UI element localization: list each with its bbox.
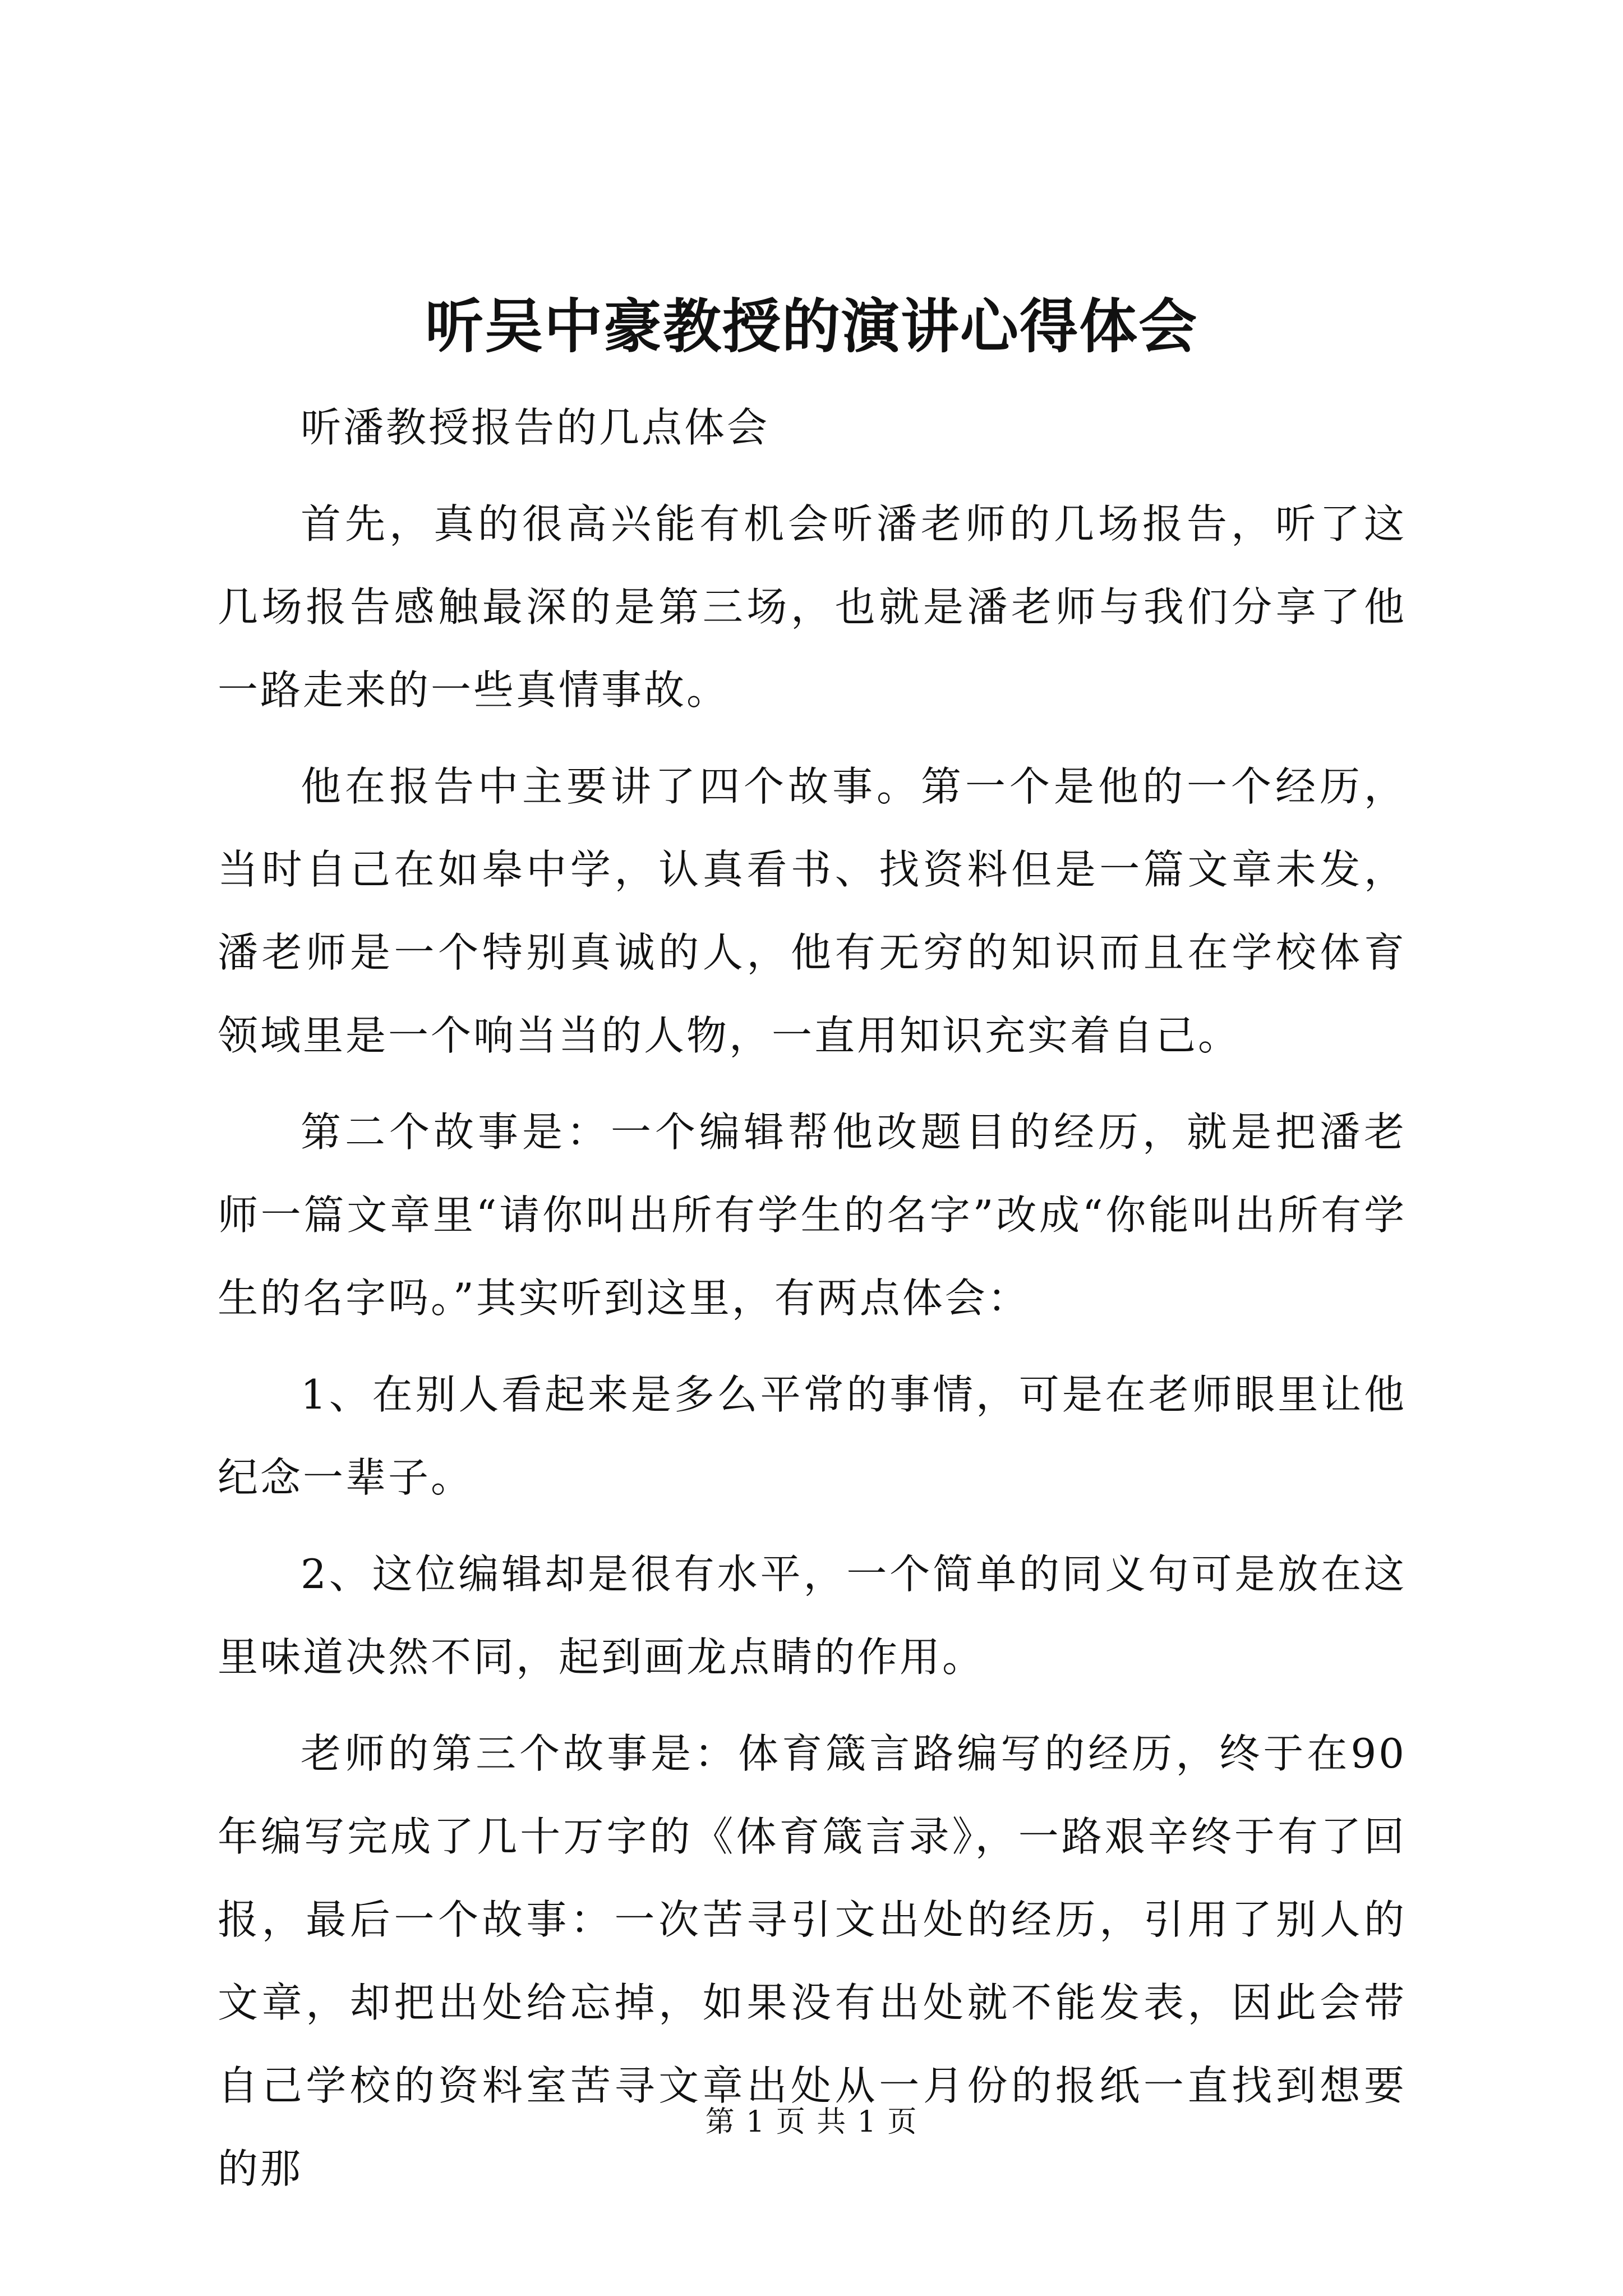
paragraph: 他在报告中主要讲了四个故事。第一个是他的一个经历，当时自己在如皋中学，认真看书、找资料但是一篇文章未发，潘老师是一个特别真诚的人，他有无穷的知识而且在学校体育领域里是一个响当当的人物，一直用知识充实着自己。 [218,763,1407,1059]
paragraph-subtitle: 听潘教授报告的几点体会 [301,404,770,451]
page-title: 听吴中豪教授的演讲心得体会 [425,292,1198,361]
paragraph: 第二个故事是：一个编辑帮他改题目的经历，就是把潘老师一篇文章里“请你叫出所有学生的名字”改成“你能叫出所有学生的名字吗。”其实听到这里，有两点体会： [218,1108,1407,1322]
paragraph: 1、在别人看起来是多么平常的事情，可是在老师眼里让他纪念一辈子。 [218,1371,1407,1501]
document-body [218,386,1407,2224]
paragraph: 老师的第三个故事是：体育箴言路编写的经历，终于在90年编写完成了几十万字的《体育箴言录》，一路艰辛终于有了回报，最后一个故事：一次苦寻引文出处的经历，引用了别人的文章，却把出处给忘掉，如果没有出处就不能发表，因此会带自己学校的资料室苦寻文章出处从一月份的报纸一直找到想要的那 [218,1730,1407,2192]
page-number-label: 第 1 页 共 1 页 [705,2105,918,2139]
page-footer [0,2102,1623,2142]
paragraph: 首先，真的很高兴能有机会听潘老师的几场报告，听了这几场报告感触最深的是第三场，也就是潘老师与我们分享了他一路走来的一些真情事故。 [218,500,1407,714]
paragraph: 2、这位编辑却是很有水平，一个简单的同义句可是放在这里味道决然不同，起到画龙点睛的作用。 [218,1550,1407,1681]
